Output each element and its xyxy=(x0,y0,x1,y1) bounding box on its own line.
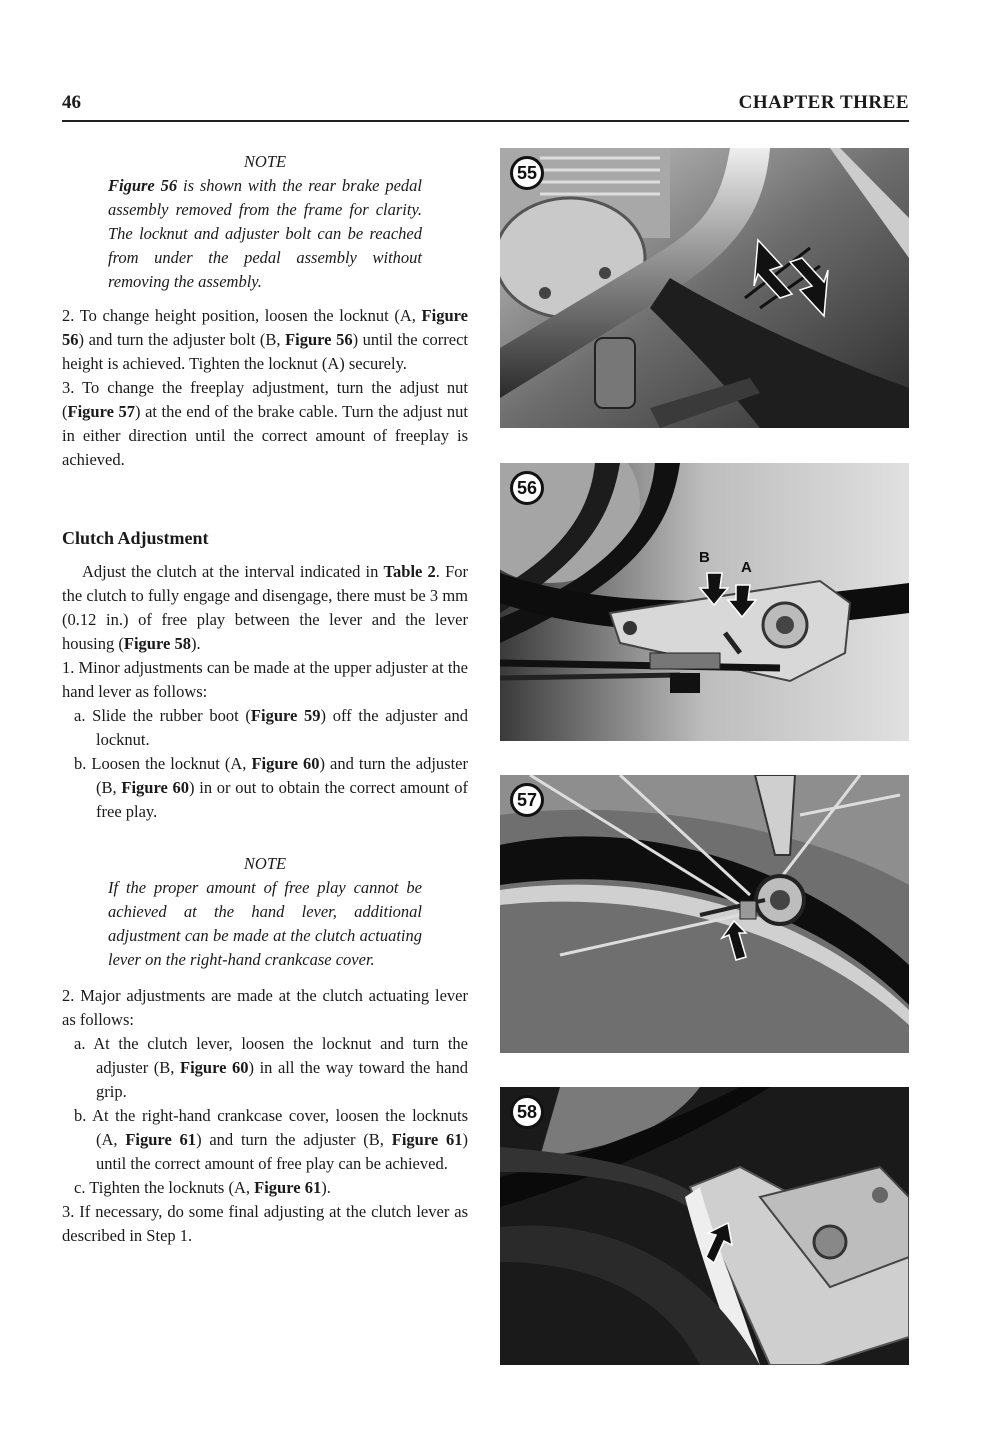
figure-58-photo xyxy=(500,1087,909,1365)
page-header xyxy=(62,92,909,122)
substep-1b xyxy=(62,752,468,824)
figure-ref: Figure 56 xyxy=(285,330,353,349)
section-heading: Clutch Adjustment xyxy=(62,528,209,548)
figure-ref: Figure 61 xyxy=(254,1178,322,1197)
figure-ref: Figure 60 xyxy=(251,754,320,773)
text: ) in all the way toward the hand grip. xyxy=(96,1058,468,1101)
text: ) and turn the adjuster bolt (B, xyxy=(78,330,286,349)
step-3-freeplay xyxy=(62,376,468,472)
figure-ref: Figure 61 xyxy=(125,1130,197,1149)
substep-2b xyxy=(62,1104,468,1176)
figure-56-photo xyxy=(500,463,909,741)
text: b. At the right-hand crankcase cover, loosen the locknuts (A, xyxy=(74,1106,468,1149)
figure-number-badge: 56 xyxy=(510,471,544,505)
figure-ref: Figure 61 xyxy=(391,1130,463,1149)
table-ref: Table 2 xyxy=(383,562,436,581)
figure-55-photo xyxy=(500,148,909,428)
page-number: 46 xyxy=(62,92,81,113)
note-title: NOTE xyxy=(243,854,287,873)
note-body xyxy=(108,174,422,294)
clutch-step-2: 2. Major adjustments are made at the clutch actuating lever as follows: xyxy=(62,986,468,1029)
clutch-step-3: 3. If necessary, do some final adjusting at the clutch lever as described in Step 1. xyxy=(62,1202,468,1245)
figure-number-badge: 58 xyxy=(510,1095,544,1129)
text: a. At the clutch lever, loosen the locknut and turn the adjuster (B, xyxy=(74,1034,468,1077)
text: ). xyxy=(321,1178,331,1197)
text: 3. To change the freeplay adjustment, turn the adjust nut ( xyxy=(62,378,468,421)
engine-exhaust-image xyxy=(500,148,909,428)
text: Adjust the clutch at the interval indicated in xyxy=(82,562,384,581)
step-2-height xyxy=(62,304,468,376)
figure-ref: Figure 60 xyxy=(121,778,190,797)
figure-ref: Figure 60 xyxy=(180,1058,249,1077)
figure-ref: Figure 56 xyxy=(108,176,178,195)
text: ). xyxy=(190,634,201,653)
text: ) and turn the adjuster (B, xyxy=(96,754,468,797)
text: . For the clutch to fully engage and disengage, there must be 3 mm (0.12 in.) of free play between the lever and the lever housing ( xyxy=(62,562,469,653)
note-title: NOTE xyxy=(243,152,287,171)
substep-1a xyxy=(62,704,468,752)
text: a. Slide the rubber boot ( xyxy=(74,706,251,725)
figure-ref: Figure 56 xyxy=(62,306,468,349)
text: b. Loosen the locknut (A, xyxy=(74,754,252,773)
substep-2a xyxy=(62,1032,468,1104)
text: ) in or out to obtain the correct amount of free play. xyxy=(96,778,468,821)
brake-pedal-image xyxy=(500,463,909,741)
chapter-title: CHAPTER THREE xyxy=(738,92,909,113)
figure-ref: Figure 59 xyxy=(250,706,321,725)
clutch-lever-image xyxy=(500,1087,909,1365)
text: ) until the correct height is achieved. Tighten the locknut (A) securely. xyxy=(62,330,468,373)
figure-number-badge: 55 xyxy=(510,156,544,190)
note-text: is shown with the rear brake pedal assembly removed from the frame for clarity. The locknut and adjuster bolt can be reached from under the pedal assembly without removing the assembly. xyxy=(108,176,423,291)
figure-ref: Figure 57 xyxy=(67,402,136,421)
callout-label-b: B xyxy=(699,549,710,566)
figure-number-badge: 57 xyxy=(510,783,544,817)
text: ) off the adjuster and locknut. xyxy=(96,706,468,749)
text: c. Tighten the locknuts (A, xyxy=(74,1178,255,1197)
text: 2. To change height position, loosen the locknut (A, xyxy=(62,306,422,325)
clutch-step-1: 1. Minor adjustments can be made at the upper adjuster at the hand lever as follows: xyxy=(62,658,468,701)
rear-wheel-image xyxy=(500,775,909,1053)
text: ) at the end of the brake cable. Turn the adjust nut in either direction until the correct amount of freeplay is achieved. xyxy=(62,402,468,469)
text-column xyxy=(62,150,468,1248)
clutch-intro xyxy=(62,560,468,656)
callout-label-a: A xyxy=(741,559,752,576)
substep-2c xyxy=(62,1176,468,1200)
figure-ref: Figure 58 xyxy=(123,634,191,653)
text: ) until the correct amount of free play can be achieved. xyxy=(96,1130,468,1173)
text: ) and turn the adjuster (B, xyxy=(196,1130,392,1149)
figure-57-photo xyxy=(500,775,909,1053)
note-body: If the proper amount of free play cannot be achieved at the hand lever, additional adjustment can be made at the clutch actuating lever on the right-hand crankcase cover. xyxy=(108,878,422,969)
